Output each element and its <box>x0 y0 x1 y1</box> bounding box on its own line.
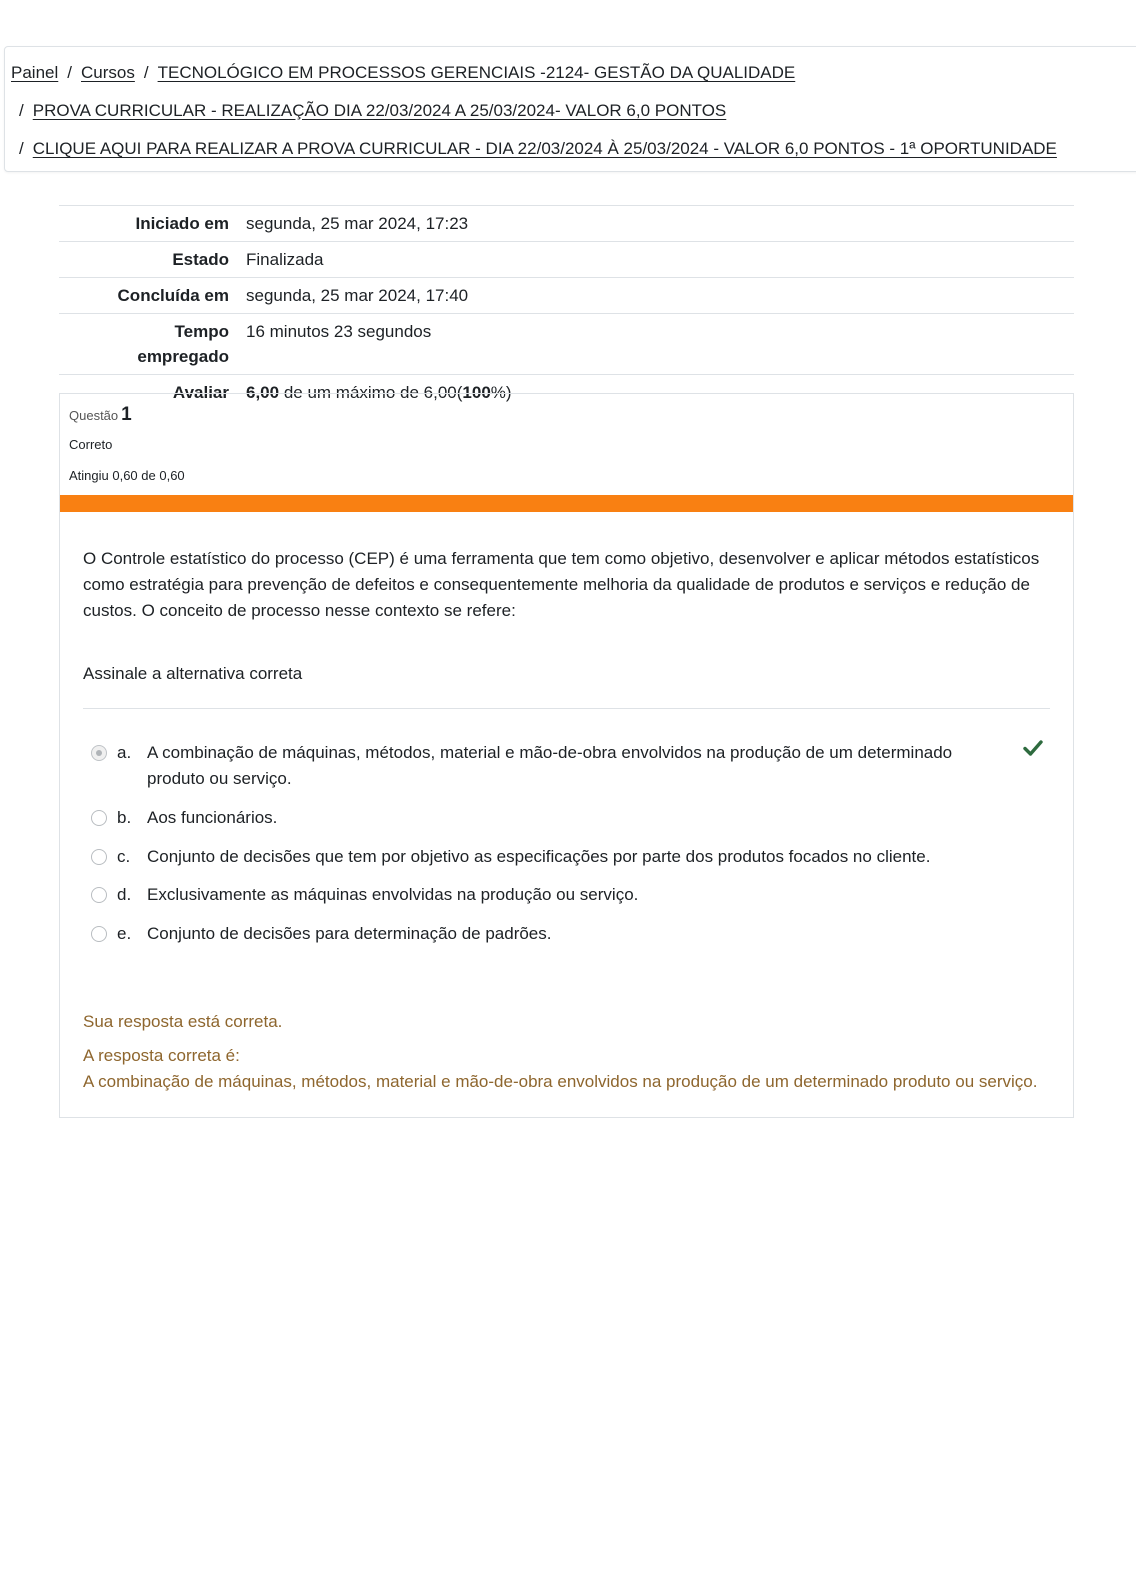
answer-b-letter: b. <box>117 808 132 827</box>
breadcrumb-separator: / <box>19 139 24 158</box>
correct-answer-label: A resposta correta é: <box>83 1046 240 1065</box>
question-state: Correto <box>69 437 113 452</box>
grade-label: Avaliar <box>172 383 229 402</box>
time-value: 16 minutos 23 segundos <box>246 322 432 341</box>
breadcrumb <box>4 46 1136 172</box>
summary-row-time <box>59 313 1074 374</box>
breadcrumb-line-1 <box>11 63 795 83</box>
started-value: segunda, 25 mar 2024, 17:23 <box>246 214 469 233</box>
breadcrumb-painel-link[interactable]: Painel <box>11 63 59 82</box>
breadcrumb-line-3 <box>19 139 1057 159</box>
breadcrumb-quiz-link[interactable]: CLIQUE AQUI PARA REALIZAR A PROVA CURRICULAR - DIA 22/03/2024 À 25/03/2024 - VALOR 6,0 PONTOS - 1ª OPORTUNIDADE <box>32 139 1057 158</box>
grade-percent: 100 <box>462 383 491 402</box>
time-label <box>59 314 229 374</box>
answer-c-letter: c. <box>117 847 131 866</box>
summary-row-state <box>59 241 1074 277</box>
answer-e-letter: e. <box>117 924 132 943</box>
breadcrumb-exam-section-link[interactable]: PROVA CURRICULAR - REALIZAÇÃO DIA 22/03/2024 A 25/03/2024- VALOR 6,0 PONTOS <box>32 101 727 120</box>
correct-answer-text: A combinação de máquinas, métodos, material e mão-de-obra envolvidos na produção de um determinado produto ou serviço. <box>83 1072 1038 1091</box>
answer-d-text: Exclusivamente as máquinas envolvidas na produção ou serviço. <box>147 885 639 904</box>
question-accent-bar <box>60 495 1073 512</box>
summary-row-started <box>59 205 1074 241</box>
breadcrumb-separator: / <box>143 63 149 82</box>
question-grade: Atingiu 0,60 de 0,60 <box>69 468 185 483</box>
question-text: O Controle estatístico do processo (CEP) é uma ferramenta que tem como objetivo, desenvolver e aplicar métodos estatísticos como estratégia para prevenção de defeitos e consequentemente melhoria da qualidade de produtos e serviços e redução de custos. O conceito de processo nesse contexto se refere: <box>83 549 1040 620</box>
question-prompt: Assinale a alternativa correta <box>83 664 303 683</box>
time-label-line-2: empregado <box>137 347 229 366</box>
started-label: Iniciado em <box>135 214 229 233</box>
breadcrumb-separator: / <box>19 101 24 120</box>
state-value: Finalizada <box>246 250 324 269</box>
answer-e-radio[interactable] <box>91 926 107 942</box>
breadcrumb-cursos-link[interactable]: Cursos <box>81 63 135 82</box>
completed-value: segunda, 25 mar 2024, 17:40 <box>246 286 469 305</box>
answer-b-text: Aos funcionários. <box>147 808 278 827</box>
answer-a-radio[interactable] <box>91 745 107 761</box>
question-number <box>69 404 132 426</box>
grade-end: %) <box>490 383 512 402</box>
question-label: Questão <box>69 408 119 423</box>
answer-d-radio[interactable] <box>91 887 107 903</box>
question-number-value: 1 <box>121 404 132 425</box>
breadcrumb-line-2 <box>19 101 726 121</box>
answer-d-letter: d. <box>117 885 132 904</box>
check-icon <box>1023 739 1043 757</box>
time-label-line-1: Tempo <box>174 322 229 341</box>
answer-a-text: A combinação de máquinas, métodos, material e mão-de-obra envolvidos na produção de um determinado produto ou serviço. <box>147 743 953 788</box>
grade-score: 6,00 <box>246 383 280 402</box>
question-divider <box>83 708 1050 709</box>
answer-b-radio[interactable] <box>91 810 107 826</box>
top-band <box>0 0 1136 46</box>
attempt-summary-table <box>59 205 1074 410</box>
answer-a-letter: a. <box>117 743 132 762</box>
feedback-correct: Sua resposta está correta. <box>83 1012 283 1031</box>
state-label: Estado <box>172 250 229 269</box>
breadcrumb-course-link[interactable]: TECNOLÓGICO EM PROCESSOS GERENCIAIS -2124- GESTÃO DA QUALIDADE <box>157 63 796 82</box>
answer-c-radio[interactable] <box>91 849 107 865</box>
question-card <box>59 393 1074 1118</box>
summary-row-completed <box>59 277 1074 313</box>
grade-middle: de um máximo de 6,00( <box>279 383 463 402</box>
breadcrumb-separator: / <box>67 63 72 82</box>
answer-c-text: Conjunto de decisões que tem por objetivo as especificações por parte dos produtos focados no cliente. <box>147 847 931 866</box>
answer-e-text: Conjunto de decisões para determinação de padrões. <box>147 924 552 943</box>
completed-label: Concluída em <box>117 286 229 305</box>
